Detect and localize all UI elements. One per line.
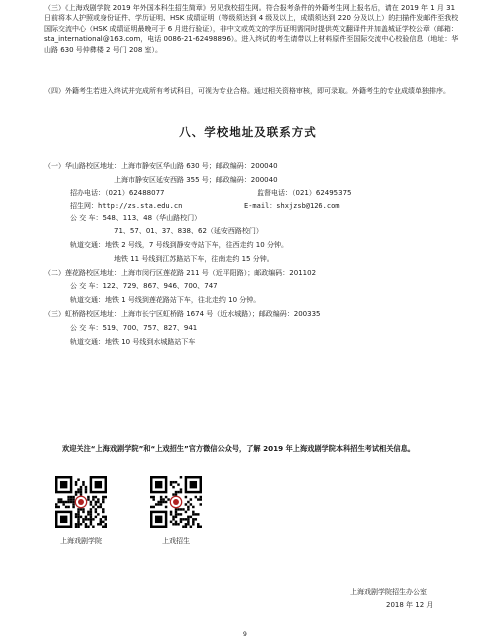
- campus1-bus2: 71、57、01、37、838、62（延安西路校门）: [114, 227, 263, 235]
- wechat-intro: 欢迎关注“上海戏剧学院”和“上戏招生”官方微信公众号，了解 2019 年上海戏剧学院本科招生考试相关信息。: [62, 444, 415, 453]
- campus2-metro: 轨道交通：地铁 1 号线到莲花路站下车，往北走约 10 分钟。: [70, 296, 261, 304]
- qr-code-icon[interactable]: [55, 476, 107, 528]
- campus1-address2: 上海市静安区延安西路 355 号；邮政编码：200040: [114, 176, 278, 184]
- campus3-metro: 轨道交通：地铁 10 号线到水城路站下车: [70, 338, 196, 346]
- qr1-caption: 上海戏剧学院: [60, 537, 102, 545]
- campus3-bus: 公 交 车：519、700、757、827、941: [70, 324, 198, 332]
- qr2-caption: 上戏招生: [162, 537, 190, 545]
- campus1-address: （一）华山路校区地址：上海市静安区华山路 630 号；邮政编码：200040: [44, 162, 278, 170]
- campus1-metro2: 地铁 11 号线到江苏路站下车，往南走约 15 分钟。: [114, 255, 274, 263]
- signature-date: 2018 年 12 月: [386, 601, 434, 609]
- campus2-address: （二）莲花路校区地址：上海市闵行区莲花路 211 号（近平阳路）；邮政编码：201102: [44, 269, 317, 277]
- qr-code-icon[interactable]: [150, 476, 202, 528]
- campus1-bus: 公 交 车：548、113、48（华山路校门）: [70, 214, 202, 222]
- paragraph-foreign-students-final-exam: （四）外籍考生若进入终试并完成所有考试科目，可视为专业合格。通过相关资格审核，即可录取。外籍考生的专业成绩单独排序。: [44, 87, 450, 95]
- campus1-metro: 轨道交通：地铁 2 号线，7 号线到静安寺站下车，往西走约 10 分钟。: [70, 241, 288, 249]
- admissions-email[interactable]: E-mail：shxjzsb@126.com: [244, 202, 340, 210]
- admissions-phone: 招办电话：（021）62488077: [70, 189, 165, 197]
- supervision-phone: 监督电话：（021）62495375: [257, 189, 352, 197]
- section-title: 八、学校地址及联系方式: [179, 125, 317, 139]
- signature-organization: 上海戏剧学院招生办公室: [350, 588, 427, 596]
- page-number: 9: [243, 631, 247, 638]
- campus2-bus: 公 交 车：122、729、867、946、700、747: [70, 282, 218, 290]
- paragraph-foreign-students-application: （三）《上海戏剧学院 2019 年外国本科生招生简章》另见我校招生网。符合报考条件的外籍考生网上报名后，请在 2019 年 1 月 31 日前将本人护照或身份证件、学历证明、HSK 成绩证明（等级须达到 4 级及以上，成绩须达到 220 分及以上）的扫描件发邮件至我校国际交流中心（HSK 成绩证明最晚可于 6 月进行验证），非中文或英文的学历证明需同时提供英文翻译件并加盖城证学校公章（邮箱：sta_international@163.com，电话 0086-21-62498896）。进入终试的考生请带以上材料原件至国际交流中心校验信息（地址：华山路 630 号仲彝楼 2 号门 208 室）。: [44, 4, 459, 54]
- campus3-address: （三）虹桥路校区地址：上海市长宁区虹桥路 1674 号（近水城路）；邮政编码：200335: [44, 310, 321, 318]
- admissions-website[interactable]: 招生网：http://zs.sta.edu.cn: [70, 202, 183, 210]
